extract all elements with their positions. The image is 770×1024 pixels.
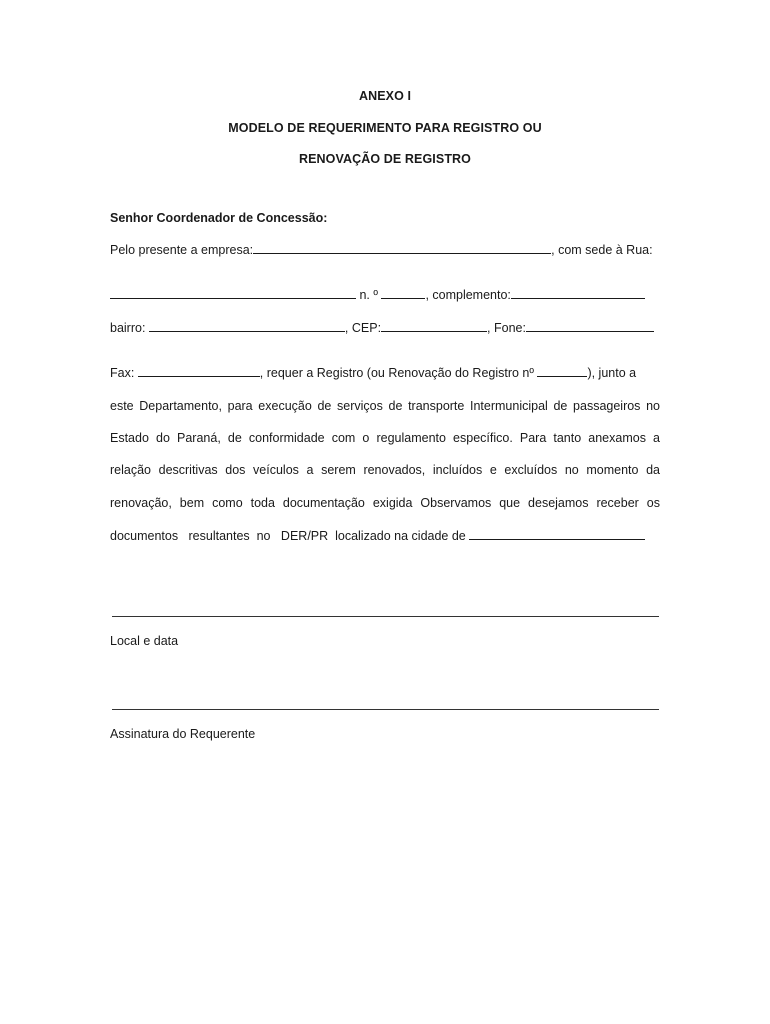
fax-field[interactable] [138, 365, 260, 377]
cep-label: , CEP: [344, 321, 382, 335]
paragraph-line-4: renovação, bem como toda documentação exigida Observamos que desejamos receber os [110, 496, 660, 510]
city-text: documentos resultantes no DER/PR localizado na cidade de [110, 529, 466, 543]
company-name-field[interactable] [253, 242, 551, 254]
city-field[interactable] [469, 528, 645, 540]
place-date-label: Local e data [110, 634, 179, 648]
form-line-fax [110, 365, 660, 381]
form-line-contact [110, 320, 660, 336]
street-field[interactable] [110, 287, 356, 299]
form-line-city [110, 528, 660, 544]
request-end-text: ), junto a [587, 366, 637, 380]
annex-heading: ANEXO I [358, 89, 412, 103]
bairro-field[interactable] [149, 320, 345, 332]
place-date-line[interactable] [112, 616, 659, 617]
paragraph-line-1: este Departamento, para execução de serviços de transporte Intermunicipal de passageiros no [110, 399, 660, 413]
company-label: Pelo presente a empresa: [110, 243, 254, 257]
paragraph-line-2: Estado do Paraná, de conformidade com o regulamento específico. Para tanto anexamos a [110, 431, 660, 445]
complement-label: , complemento: [425, 288, 511, 302]
fone-label: , Fone: [487, 321, 526, 335]
address-label: , com sede à Rua: [551, 243, 653, 257]
salutation: Senhor Coordenador de Concessão: [110, 211, 328, 225]
request-text: , requer a Registro (ou Renovação do Registro nº [259, 366, 534, 380]
fone-field[interactable] [526, 320, 654, 332]
cep-field[interactable] [381, 320, 487, 332]
bairro-label: bairro: [110, 321, 146, 335]
registration-number-field[interactable] [537, 365, 587, 377]
fax-label: Fax: [110, 366, 135, 380]
form-line-company [110, 242, 660, 258]
signature-line[interactable] [112, 709, 659, 710]
form-line-street [110, 287, 660, 303]
number-label: n. º [359, 288, 378, 302]
signature-label: Assinatura do Requerente [110, 727, 256, 741]
document-title-line-2: RENOVAÇÃO DE REGISTRO [298, 152, 472, 166]
complement-field[interactable] [511, 287, 645, 299]
paragraph-line-3: relação descritivas dos veículos a serem renovados, incluídos e excluídos no momento da [110, 463, 660, 477]
number-field[interactable] [381, 287, 425, 299]
document-title-line-1: MODELO DE REQUERIMENTO PARA REGISTRO OU [228, 121, 542, 135]
